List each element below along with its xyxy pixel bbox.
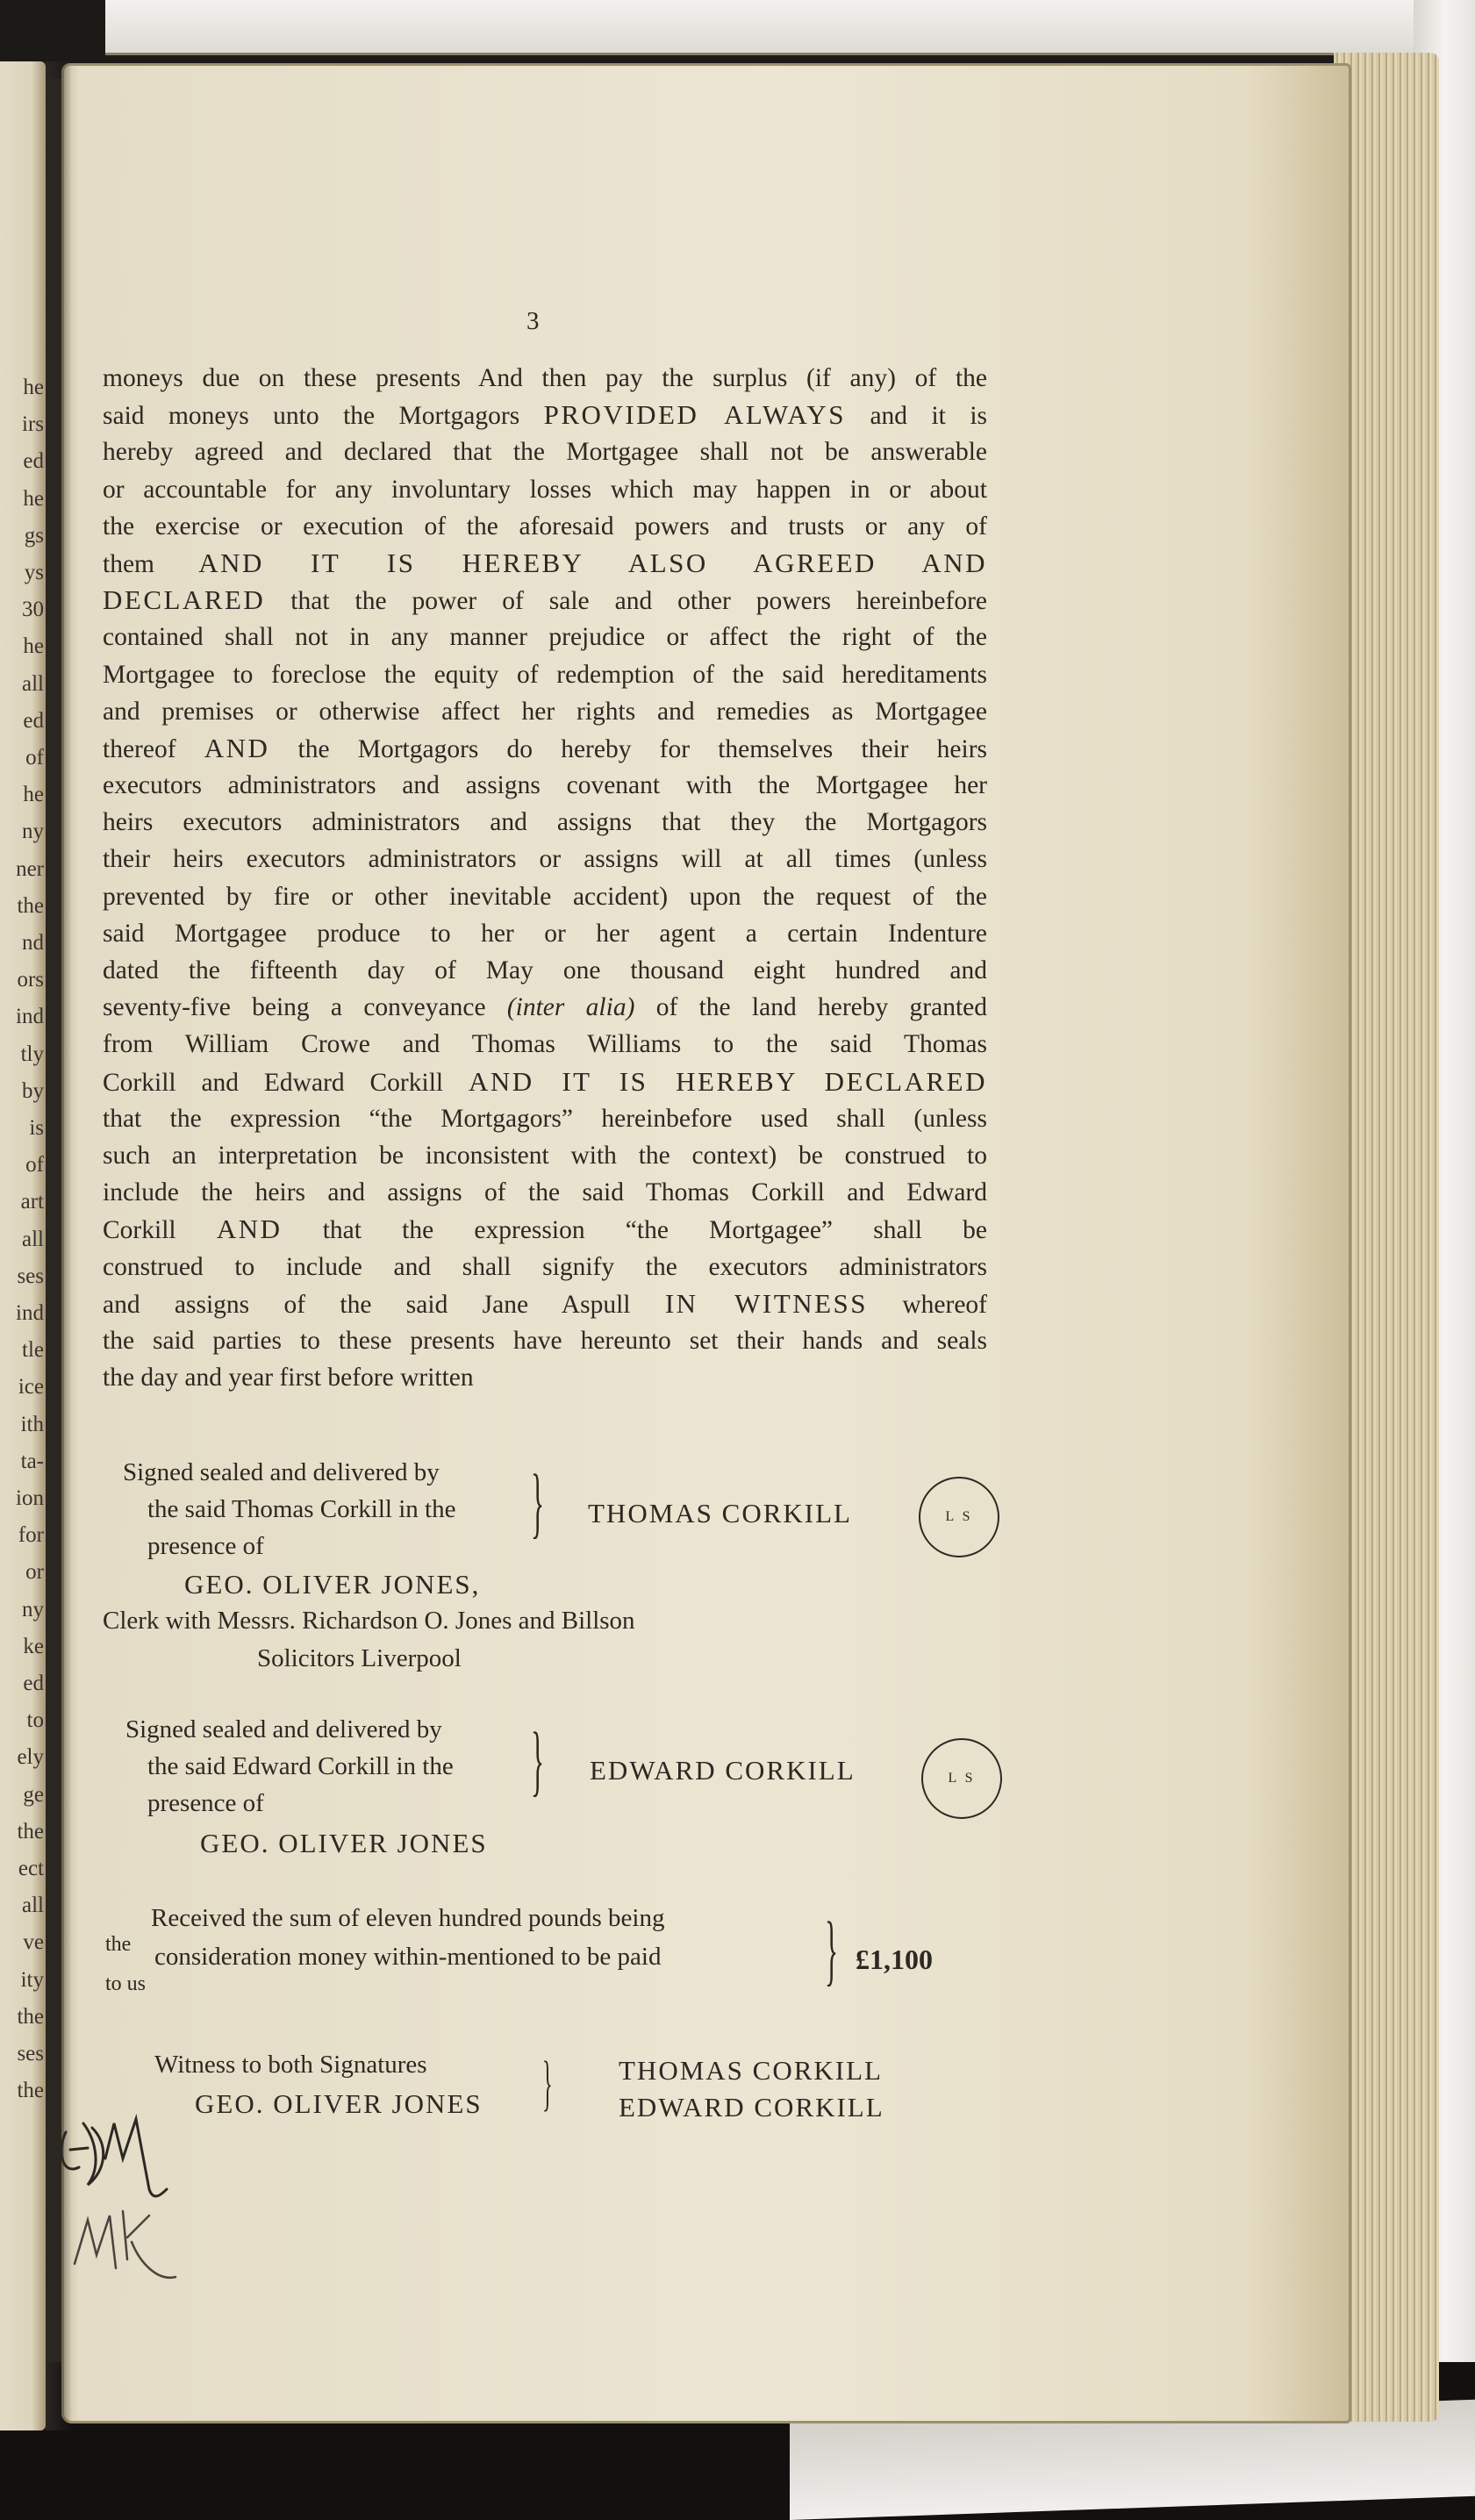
- body-line: the said parties to these presents have hereunto set their hands and seals: [103, 1326, 987, 1355]
- facing-page-fragment: he: [23, 634, 44, 659]
- witness-both-name: GEO. OLIVER JONES: [195, 2088, 483, 2119]
- sig1-solicitors: Solicitors Liverpool: [257, 1644, 462, 1672]
- facing-page-fragment: ge: [23, 1782, 44, 1807]
- facing-page-fragment: or: [25, 1560, 44, 1585]
- facing-page-fragment: nd: [22, 931, 44, 955]
- text-segment: and it is: [846, 402, 987, 431]
- facing-page-fragment: he: [23, 486, 44, 511]
- facing-page-fragment: ny: [22, 1597, 44, 1622]
- body-line: Mortgagee to foreclose the equity of redemption of the said hereditaments: [103, 660, 987, 689]
- body-line: from William Crowe and Thomas Williams to the said Thomas: [103, 1030, 987, 1059]
- body-line: moneys due on these presents And then pay the surplus (if any) of the: [103, 364, 987, 392]
- body-line: [103, 1285, 987, 1322]
- sig2-line-2: the said Edward Corkill in the: [147, 1752, 454, 1780]
- sig1-line-3: presence of: [147, 1532, 264, 1560]
- facing-page-fragment: ind: [16, 1301, 44, 1325]
- sig1-brace: }: [531, 1459, 545, 1546]
- body-line: such an interpretation be inconsistent with the context) be construed to: [103, 1141, 987, 1170]
- facing-page-fragment: tly: [20, 1042, 44, 1066]
- facing-page-fragment: the: [17, 893, 44, 918]
- facing-page-fragment: ner: [16, 856, 44, 881]
- facing-page-fragment: of: [25, 746, 44, 770]
- receipt-line-1: Received the sum of eleven hundred pounds being: [151, 1904, 665, 1932]
- witness-both-label: Witness to both Signatures: [154, 2051, 427, 2079]
- sig1-seal: L S: [919, 1477, 999, 1557]
- sig2-line-3: presence of: [147, 1789, 264, 1817]
- facing-page-fragment: 30: [22, 598, 44, 622]
- body-line: the day and year first before written: [103, 1364, 474, 1392]
- body-line: or accountable for any involuntary losses which may happen in or about: [103, 475, 987, 504]
- text-segment: whereof: [868, 1290, 987, 1319]
- text-segment: Corkill and Edward Corkill: [103, 1068, 469, 1097]
- witness-both-signer-2: EDWARD CORKILL: [619, 2092, 884, 2123]
- witness-both-signer-1: THOMAS CORKILL: [619, 2055, 883, 2086]
- sig2-brace: }: [531, 1717, 545, 1804]
- facing-page-fragment: gs: [24, 523, 44, 548]
- text-segment: the Mortgagors do hereby for themselves their heirs: [269, 734, 988, 763]
- facing-page-fragment: irs: [22, 412, 44, 437]
- facing-page-fragment: he: [23, 376, 44, 399]
- text-segment: of the land hereby granted: [634, 993, 988, 1022]
- body-line: hereby agreed and declared that the Mortgagee shall not be answerable: [103, 438, 987, 467]
- body-line: [103, 989, 987, 1026]
- body-line: include the heirs and assigns of the said Thomas Corkill and Edward: [103, 1178, 987, 1207]
- caps-phrase: IN WITNESS: [664, 1287, 869, 1319]
- receipt-line-2-prefix: the: [105, 1933, 132, 1956]
- facing-page-fragment: ice: [18, 1375, 44, 1400]
- sig1-line-2: the said Thomas Corkill in the: [147, 1495, 456, 1523]
- italic-phrase: (inter alia): [506, 993, 635, 1022]
- text-segment: thereof: [103, 734, 204, 763]
- caps-phrase: AND IT IS HEREBY DECLARED: [468, 1065, 987, 1097]
- facing-page-fragment: ed: [23, 449, 44, 474]
- facing-page-fragment: ion: [16, 1486, 44, 1510]
- facing-page-fragment: ys: [24, 561, 44, 584]
- facing-page: [0, 61, 46, 2431]
- text-segment: that the power of sale and other powers hereinbefore: [265, 587, 987, 616]
- body-line: construed to include and shall signify the executors administrators: [103, 1252, 987, 1281]
- body-line: and premises or otherwise affect her rights and remedies as Mortgagee: [103, 697, 987, 726]
- sig1-witness: GEO. OLIVER JONES,: [184, 1569, 481, 1600]
- sig1-clerk: Clerk with Messrs. Richardson O. Jones and Billson: [103, 1607, 635, 1635]
- caps-phrase: DECLARED: [103, 584, 266, 616]
- facing-page-fragment: ors: [17, 968, 44, 992]
- facing-page-fragment: ny: [22, 820, 44, 844]
- body-line: the exercise or execution of the aforesaid powers and trusts or any of: [103, 512, 987, 541]
- facing-page-fragment: the: [17, 2004, 44, 2029]
- facing-page-fragment: all: [22, 671, 44, 696]
- facing-page-fragment: by: [22, 1078, 44, 1103]
- facing-page-fragment: all: [22, 1227, 44, 1251]
- facing-page-fragment: ke: [23, 1634, 44, 1658]
- sig1-signer: THOMAS CORKILL: [588, 1498, 852, 1528]
- body-line: [103, 1063, 987, 1100]
- handwritten-initials-mark: [53, 2106, 193, 2316]
- sig2-seal: L S: [921, 1738, 1002, 1819]
- text-segment: them: [103, 549, 199, 578]
- facing-page-fragment: for: [18, 1523, 44, 1548]
- facing-page-fragment: ses: [17, 1264, 44, 1288]
- body-line: [103, 545, 987, 582]
- body-line: contained shall not in any manner prejudice or affect the right of the: [103, 623, 987, 652]
- text-segment: and assigns of the said Jane Aspull: [103, 1290, 665, 1319]
- facing-page-fragment: ed: [23, 708, 44, 733]
- facing-page-fragment: ith: [20, 1412, 44, 1436]
- receipt-line-2: consideration money within-mentioned to be paid: [154, 1943, 662, 1971]
- body-line: [103, 397, 987, 433]
- facing-page-fragment: ta-: [20, 1449, 44, 1473]
- page-top-edge: [105, 0, 1475, 55]
- facing-page-fragment: he: [23, 783, 44, 807]
- body-line: said Mortgagee produce to her or her agent a certain Indenture: [103, 919, 987, 948]
- text-segment: that the expression “the Mortgagee” shall be: [282, 1216, 987, 1245]
- caps-phrase: AND: [204, 732, 270, 763]
- facing-page-fragment: art: [20, 1190, 44, 1214]
- facing-page-fragment: ity: [20, 1967, 44, 1992]
- facing-page-fragment: of: [25, 1153, 44, 1178]
- sig2-witness: GEO. OLIVER JONES: [200, 1828, 488, 1858]
- facing-page-fragment: ses: [17, 2042, 44, 2065]
- sig2-signer: EDWARD CORKILL: [590, 1755, 856, 1786]
- sig1-line-1: Signed sealed and delivered by: [123, 1458, 440, 1486]
- facing-page-fragment: ely: [17, 1745, 44, 1770]
- deed-body-text: [103, 360, 987, 1396]
- body-line: executors administrators and assigns covenant with the Mortgagee her: [103, 771, 987, 800]
- text-segment: Corkill: [103, 1216, 217, 1245]
- receipt-line-3: to us: [105, 1972, 147, 1995]
- facing-page-fragment: ve: [23, 1930, 44, 1955]
- body-line: [103, 730, 987, 767]
- facing-page-fragment: all: [22, 1894, 44, 1918]
- facing-page-fragment: is: [29, 1116, 44, 1140]
- page-number: 3: [526, 307, 540, 335]
- text-segment: seventy-five being a conveyance: [103, 993, 507, 1022]
- body-line: [103, 582, 987, 619]
- facing-page-fragment: the: [17, 1819, 44, 1843]
- facing-page-fragment: the: [17, 2079, 44, 2103]
- facing-page-fragment: tle: [22, 1338, 44, 1363]
- spine-shadow: [46, 61, 72, 2431]
- body-line: dated the fifteenth day of May one thousand eight hundred and: [103, 956, 987, 984]
- sig2-line-1: Signed sealed and delivered by: [125, 1715, 442, 1743]
- body-line: heirs executors administrators and assigns that they the Mortgagors: [103, 808, 987, 837]
- receipt-brace: }: [825, 1907, 839, 1994]
- facing-page-fragment: ect: [18, 1857, 44, 1880]
- body-line: prevented by fire or other inevitable accident) upon the request of the: [103, 882, 987, 911]
- receipt-amount: £1,100: [856, 1944, 933, 1975]
- body-line: [103, 1211, 987, 1248]
- witness-both-brace: }: [542, 2050, 553, 2117]
- caps-phrase: AND: [216, 1213, 283, 1245]
- text-segment: said moneys unto the Mortgagors: [103, 402, 544, 431]
- facing-page-fragment: to: [26, 1708, 44, 1733]
- facing-page-fragment: ind: [16, 1005, 44, 1029]
- body-line: their heirs executors administrators or assigns will at all times (unless: [103, 845, 987, 874]
- caps-phrase: AND IT IS HEREBY ALSO AGREED AND: [198, 547, 987, 578]
- caps-phrase: PROVIDED ALWAYS: [543, 399, 846, 431]
- facing-page-fragment: ed: [23, 1672, 44, 1695]
- body-line: that the expression “the Mortgagors” hereinbefore used shall (unless: [103, 1104, 987, 1133]
